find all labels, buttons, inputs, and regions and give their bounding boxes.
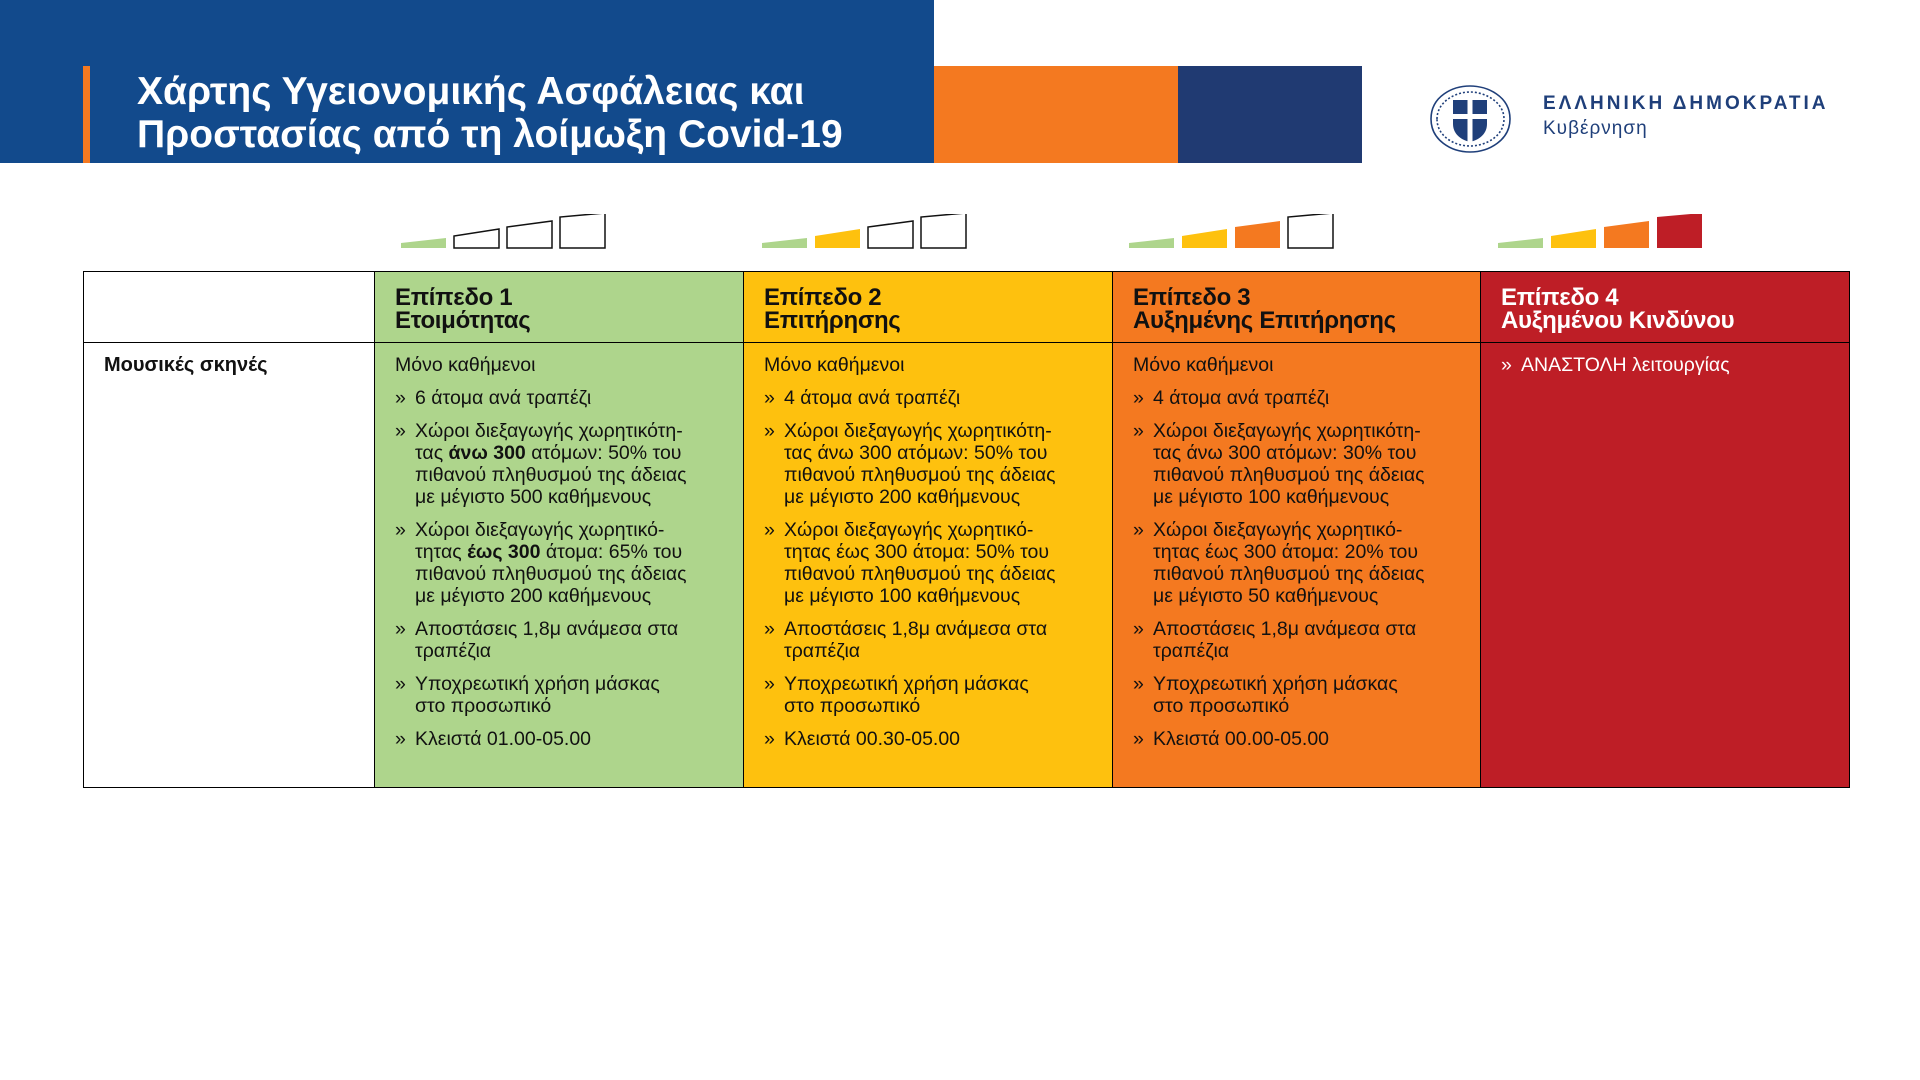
bullet-text-line: με μέγιστο 500 καθήμενους bbox=[415, 486, 652, 508]
level-4-cell bbox=[1501, 354, 1835, 387]
cell-intro: Μόνο καθήμενοι bbox=[1133, 354, 1274, 376]
bullet-marker: » bbox=[395, 728, 406, 750]
level-4-column bbox=[1481, 272, 1849, 787]
bullet-text-line: με μέγιστο 100 καθήμενους bbox=[784, 585, 1021, 607]
list-item bbox=[764, 387, 1098, 409]
level-1-title-line-2: Ετοιμότητας bbox=[395, 307, 531, 334]
bullet-marker: » bbox=[764, 673, 775, 695]
level-4-title bbox=[1501, 286, 1734, 332]
list-item bbox=[764, 618, 1098, 662]
bullet-text-line: Χώροι διεξαγωγής χωρητικότη- bbox=[784, 420, 1052, 442]
filled-level-bar bbox=[1498, 238, 1543, 248]
bullet-text-line: τραπέζια bbox=[1153, 640, 1230, 662]
bullet-text-line: Υποχρεωτική χρήση μάσκας bbox=[1153, 673, 1398, 695]
bullet-marker: » bbox=[1133, 673, 1144, 695]
bullet-text-line: Κλειστά 00.00-05.00 bbox=[1153, 728, 1330, 750]
bullet-text-line: με μέγιστο 200 καθήμενους bbox=[415, 585, 652, 607]
bullet-marker: » bbox=[764, 519, 775, 541]
level-3-header bbox=[1113, 272, 1480, 343]
bullet-text-line: τραπέζια bbox=[784, 640, 861, 662]
bullet-marker: » bbox=[764, 618, 775, 640]
page-title bbox=[137, 70, 927, 156]
list-item bbox=[1133, 519, 1466, 607]
bullet-text-line: Υποχρεωτική χρήση μάσκας bbox=[784, 673, 1029, 695]
bullet-text-line: τητας έως 300 άτομα: 65% του bbox=[415, 541, 683, 563]
bullet-text-line: Χώροι διεξαγωγής χωρητικότη- bbox=[1153, 420, 1421, 442]
bullet-marker: » bbox=[764, 728, 775, 750]
level-1-title bbox=[395, 286, 530, 332]
bullet-text-line: Αποστάσεις 1,8μ ανάμεσα στα bbox=[784, 618, 1048, 640]
list-item bbox=[1501, 354, 1835, 376]
empty-level-bar bbox=[921, 214, 966, 248]
bullet-text-line: 4 άτομα ανά τραπέζι bbox=[784, 387, 961, 409]
level-bars-graphic bbox=[1497, 214, 1709, 250]
filled-level-bar bbox=[1657, 214, 1702, 248]
bullet-text-line: Χώροι διεξαγωγής χωρητικό- bbox=[1153, 519, 1403, 541]
filled-level-bar bbox=[1551, 229, 1596, 248]
government-name: ΕΛΛΗΝΙΚΗ ΔΗΜΟΚΡΑΤΙΑ bbox=[1543, 93, 1829, 114]
bullet-text-line: Χώροι διεξαγωγής χωρητικότη- bbox=[415, 420, 683, 442]
bullet-text-line: πιθανού πληθυσμού της άδειας bbox=[784, 464, 1056, 486]
list-item bbox=[1133, 420, 1466, 508]
level-1-indicator bbox=[400, 214, 612, 250]
level-3-column bbox=[1113, 272, 1481, 787]
filled-level-bar bbox=[401, 238, 446, 248]
bullet-text-line: στο προσωπικό bbox=[1153, 695, 1290, 717]
bullet-marker: » bbox=[395, 673, 406, 695]
bullet-marker: » bbox=[395, 618, 406, 640]
bullet-marker: » bbox=[1133, 387, 1144, 409]
bullet-text-line: πιθανού πληθυσμού της άδειας bbox=[784, 563, 1056, 585]
level-2-indicator bbox=[761, 214, 973, 250]
level-2-column bbox=[744, 272, 1113, 787]
level-2-header bbox=[744, 272, 1112, 343]
page-title-line-2: Προστασίας από τη λοίμωξη Covid-19 bbox=[137, 113, 843, 156]
level-3-cell bbox=[1133, 354, 1466, 761]
level-3-title bbox=[1133, 286, 1396, 332]
empty-level-bar bbox=[1288, 214, 1333, 248]
bullet-text-line: ΑΝΑΣΤΟΛΗ λειτουργίας bbox=[1521, 354, 1730, 376]
bullet-marker: » bbox=[1501, 354, 1512, 376]
bullet-text-line: στο προσωπικό bbox=[415, 695, 552, 717]
cell-intro: Μόνο καθήμενοι bbox=[764, 354, 905, 376]
list-item bbox=[395, 728, 729, 750]
list-item bbox=[1133, 673, 1466, 717]
level-bars-graphic bbox=[761, 214, 973, 250]
bullet-marker: » bbox=[1133, 420, 1144, 442]
bullet-list bbox=[764, 387, 1098, 750]
list-item bbox=[395, 618, 729, 662]
bullet-list bbox=[1501, 354, 1835, 376]
bullet-list bbox=[1133, 387, 1466, 750]
bullet-marker: » bbox=[1133, 618, 1144, 640]
bullet-text-line: πιθανού πληθυσμού της άδειας bbox=[1153, 563, 1425, 585]
bullet-text-line: 4 άτομα ανά τραπέζι bbox=[1153, 387, 1330, 409]
level-2-title-line-1: Επίπεδο 2 bbox=[764, 284, 882, 311]
level-2-cell bbox=[764, 354, 1098, 761]
bullet-text-line: με μέγιστο 100 καθήμενους bbox=[1153, 486, 1390, 508]
bullet-text-line: Αποστάσεις 1,8μ ανάμεσα στα bbox=[1153, 618, 1417, 640]
bullet-marker: » bbox=[764, 387, 775, 409]
list-item bbox=[764, 519, 1098, 607]
page-title-line-1: Χάρτης Υγειονομικής Ασφάλειας και bbox=[137, 70, 805, 113]
label-column bbox=[84, 272, 375, 787]
bullet-text-line: πιθανού πληθυσμού της άδειας bbox=[1153, 464, 1425, 486]
filled-level-bar bbox=[1604, 221, 1649, 248]
list-item bbox=[395, 673, 729, 717]
bullet-marker: » bbox=[1133, 728, 1144, 750]
bullet-text-line: πιθανού πληθυσμού της άδειας bbox=[415, 563, 687, 585]
level-bars-graphic bbox=[400, 214, 612, 250]
bullet-marker: » bbox=[764, 420, 775, 442]
list-item bbox=[1133, 387, 1466, 409]
empty-level-bar bbox=[454, 229, 499, 248]
bullet-marker: » bbox=[395, 387, 406, 409]
level-1-header bbox=[375, 272, 743, 343]
government-subtitle: Κυβέρνηση bbox=[1543, 118, 1648, 139]
bullet-text-line: Αποστάσεις 1,8μ ανάμεσα στα bbox=[415, 618, 679, 640]
greek-coat-of-arms-icon bbox=[1423, 82, 1518, 156]
level-3-indicator bbox=[1128, 214, 1340, 250]
restrictions-table bbox=[83, 271, 1850, 788]
filled-level-bar bbox=[815, 229, 860, 248]
level-2-title-line-2: Επιτήρησης bbox=[764, 307, 901, 334]
filled-level-bar bbox=[1129, 238, 1174, 248]
bullet-text-line: με μέγιστο 200 καθήμενους bbox=[784, 486, 1021, 508]
bullet-text-line: τας άνω 300 ατόμων: 50% του bbox=[415, 442, 682, 464]
bullet-text-line: Χώροι διεξαγωγής χωρητικό- bbox=[415, 519, 665, 541]
bullet-marker: » bbox=[395, 519, 406, 541]
list-item bbox=[395, 420, 729, 508]
level-2-title bbox=[764, 286, 901, 332]
list-item bbox=[1133, 728, 1466, 750]
empty-level-bar bbox=[560, 214, 605, 248]
bullet-text-line: τραπέζια bbox=[415, 640, 492, 662]
bullet-list bbox=[395, 387, 729, 750]
header-accent-bar bbox=[83, 66, 90, 163]
label-column-header bbox=[84, 272, 374, 343]
bullet-text-line: Κλειστά 00.30-05.00 bbox=[784, 728, 961, 750]
header-navy-block bbox=[1178, 66, 1362, 163]
bullet-text-line: πιθανού πληθυσμού της άδειας bbox=[415, 464, 687, 486]
bullet-marker: » bbox=[1133, 519, 1144, 541]
header-orange-block bbox=[934, 66, 1178, 163]
list-item bbox=[395, 387, 729, 409]
level-4-indicator bbox=[1497, 214, 1709, 250]
bullet-text-line: στο προσωπικό bbox=[784, 695, 921, 717]
list-item bbox=[764, 673, 1098, 717]
list-item bbox=[764, 420, 1098, 508]
row-label-music-venues: Μουσικές σκηνές bbox=[104, 354, 268, 376]
level-1-cell bbox=[395, 354, 729, 761]
list-item bbox=[1133, 618, 1466, 662]
list-item bbox=[395, 519, 729, 607]
level-3-title-line-2: Αυξημένης Επιτήρησης bbox=[1133, 307, 1396, 334]
empty-level-bar bbox=[868, 221, 913, 248]
bullet-text-line: 6 άτομα ανά τραπέζι bbox=[415, 387, 592, 409]
bullet-text-line: τητας έως 300 άτομα: 20% του bbox=[1153, 541, 1419, 563]
cell-intro: Μόνο καθήμενοι bbox=[395, 354, 536, 376]
bullet-text-line: τας άνω 300 ατόμων: 30% του bbox=[1153, 442, 1417, 464]
level-4-title-line-1: Επίπεδο 4 bbox=[1501, 284, 1619, 311]
level-1-title-line-1: Επίπεδο 1 bbox=[395, 284, 513, 311]
list-item bbox=[764, 728, 1098, 750]
filled-level-bar bbox=[1235, 221, 1280, 248]
level-4-title-line-2: Αυξημένου Κινδύνου bbox=[1501, 307, 1735, 334]
bullet-text-line: τητας έως 300 άτομα: 50% του bbox=[784, 541, 1050, 563]
bullet-text-line: με μέγιστο 50 καθήμενους bbox=[1153, 585, 1379, 607]
bullet-text-line: Χώροι διεξαγωγής χωρητικό- bbox=[784, 519, 1034, 541]
bullet-text-line: Κλειστά 01.00-05.00 bbox=[415, 728, 592, 750]
bullet-marker: » bbox=[395, 420, 406, 442]
level-4-header bbox=[1481, 272, 1849, 343]
filled-level-bar bbox=[1182, 229, 1227, 248]
level-bars-graphic bbox=[1128, 214, 1340, 250]
empty-level-bar bbox=[507, 221, 552, 248]
level-3-title-line-1: Επίπεδο 3 bbox=[1133, 284, 1251, 311]
bullet-text-line: Υποχρεωτική χρήση μάσκας bbox=[415, 673, 660, 695]
bullet-text-line: τας άνω 300 ατόμων: 50% του bbox=[784, 442, 1048, 464]
level-1-column bbox=[375, 272, 744, 787]
filled-level-bar bbox=[762, 238, 807, 248]
